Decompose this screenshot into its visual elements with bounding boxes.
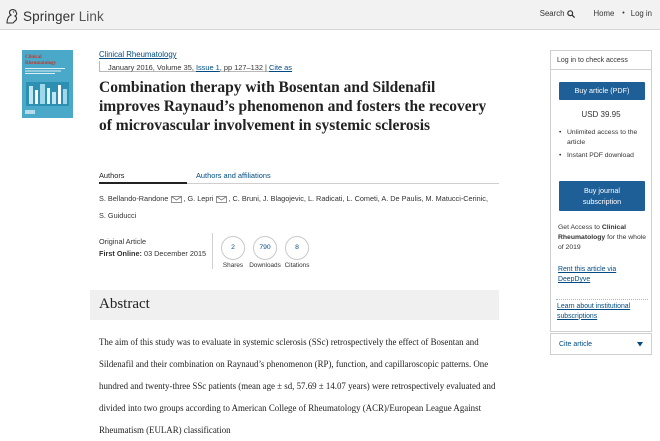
search-label: Search (539, 9, 565, 18)
email-icon[interactable] (216, 196, 227, 203)
author-tabs (99, 169, 499, 184)
purchase-benefits (559, 128, 651, 165)
abstract-text: The aim of this study was to evaluate in systemic sclerosis (SSc) retrospectively the effect of Bosentan and Sildenafil and their combination on Raynaud’s phenomenon (RP), function, and capillaroscopic patterns. One hundred and twenty-three SSc patients (mean age ± sd, 57.69 ± 14.07 years) were retrospectively evaluated and divided into two groups according to American College of Rheumatology (ACR)/European League Against Rheumatism (EULAR) classification (99, 337, 496, 435)
institutional-subscriptions-link[interactable]: Learn about institutional subscriptions (556, 299, 648, 321)
benefit-item: • Instant PDF download (559, 151, 651, 161)
article-type: Original Article (99, 237, 147, 246)
article-price: USD 39.95 (581, 110, 621, 119)
first-online: First Online: 03 December 2015 (99, 249, 207, 258)
journal-cover[interactable] (22, 50, 73, 118)
search-button[interactable] (540, 9, 576, 18)
author-name[interactable]: S. Bellando-Randone (99, 194, 169, 203)
buy-journal-subscription-button[interactable]: Buy journal subscription (559, 181, 645, 211)
abstract-heading: Abstract (99, 296, 150, 312)
abstract-heading-bar (90, 290, 499, 320)
cite-article-dropdown[interactable] (550, 333, 652, 355)
author-name[interactable]: S. Guiducci (99, 211, 137, 220)
cover-publisher-mark (25, 110, 35, 115)
citations-label: Citations (284, 262, 310, 269)
downloads-label: Downloads (249, 262, 281, 269)
citations-count: 8 (285, 236, 309, 260)
issue-link[interactable]: Issue 1 (195, 63, 220, 72)
nav-separator: • (622, 10, 625, 17)
home-link[interactable]: Home (593, 9, 615, 18)
caret-down-icon (637, 342, 643, 347)
cover-artwork (26, 78, 69, 106)
cite-as-link[interactable]: Cite as (268, 63, 292, 72)
benefit-item: • Unlimited access to the article (559, 128, 651, 147)
buy-article-pdf-button[interactable]: Buy article (PDF) (559, 82, 645, 100)
author-list (99, 190, 499, 224)
tab-authors-and-affiliations[interactable]: Authors and affiliations (196, 171, 271, 180)
email-icon[interactable] (171, 196, 182, 203)
cover-subtitle-lines (25, 68, 69, 75)
author-names[interactable]: , C. Bruni, J. Blagojevic, L. Radicati, L. Cometi, A. De Paulis, M. Matucci-Cerinic, (228, 194, 488, 203)
issue-info: January 2016, Volume 35, Issue 1, pp 127–132 | Cite as (108, 63, 292, 72)
cover-title: Clinical Rheumatology (25, 55, 57, 66)
tab-authors[interactable]: Authors (99, 171, 125, 180)
shares-label: Shares (222, 262, 244, 269)
cite-article-label: Cite article (559, 341, 593, 348)
downloads-count: 790 (253, 236, 277, 260)
active-tab-indicator (99, 182, 187, 184)
login-to-check-access[interactable]: Log in to check access (551, 51, 651, 70)
purchase-sidebar (550, 50, 652, 332)
springer-link-logo[interactable] (4, 6, 104, 26)
shares-count: 2 (221, 236, 245, 260)
search-icon (567, 10, 575, 18)
rent-deepdyve-link[interactable]: Rent this article via DeepDyve (558, 266, 617, 283)
springer-horse-icon (4, 7, 20, 25)
login-link[interactable]: Log in (630, 9, 652, 18)
metric-citations[interactable] (277, 236, 317, 269)
access-info: Get Access to Clinical Rheumatology for the whole of 2019 (558, 224, 647, 251)
journal-link[interactable]: Clinical Rheumatology (99, 50, 177, 59)
author-name[interactable]: , G. Lepri (183, 194, 214, 203)
top-header (0, 0, 660, 30)
article-meta (99, 236, 206, 260)
first-online-date: 03 December 2015 (144, 249, 207, 258)
logo-text: Springer Link (23, 8, 104, 24)
article-title: Combination therapy with Bosentan and Sildenafil improves Raynaud’s phenomenon and fosters the recovery of microvascular involvement in systemic sclerosis (99, 79, 487, 134)
top-nav (540, 9, 652, 18)
